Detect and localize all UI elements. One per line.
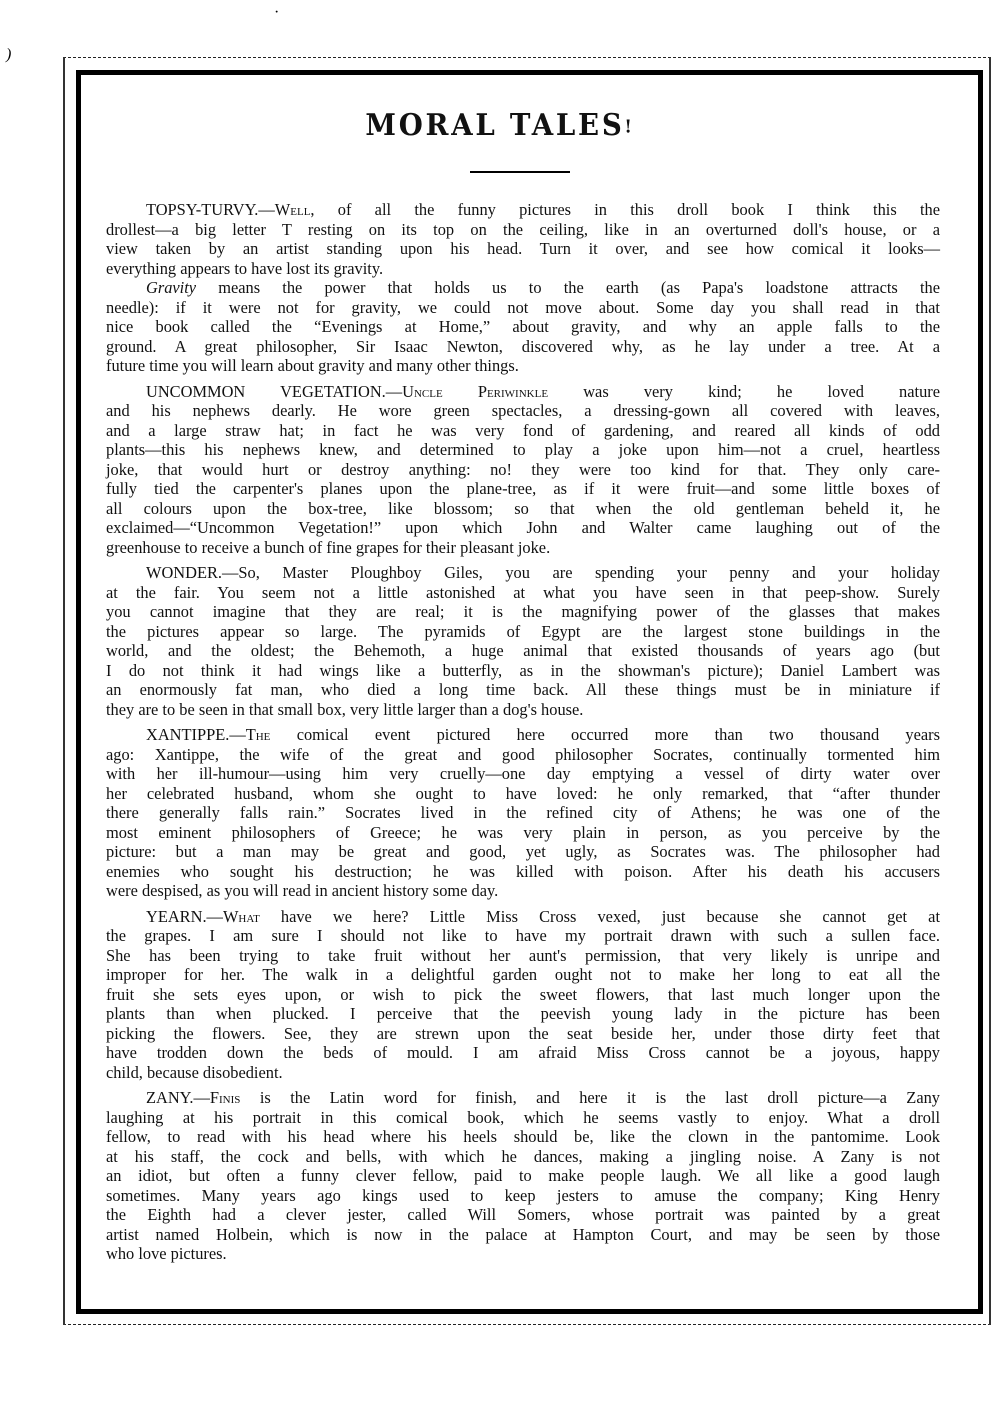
line-text: most eminent philosophers of Greece; he was very plain in person, as you perceive by the	[106, 822, 940, 842]
text-line	[106, 1147, 940, 1167]
line-text: nice book called the “Evenings at Home,” about gravity, and why an apple falls to the	[106, 317, 940, 336]
text-line	[106, 784, 940, 804]
text-line	[106, 1244, 940, 1264]
text-line	[106, 1225, 940, 1245]
justified-line	[106, 784, 940, 804]
justified-line	[146, 278, 940, 298]
text-line	[106, 1043, 940, 1063]
text-line	[106, 907, 940, 927]
lead-words: Finis	[209, 1088, 241, 1107]
text-line	[106, 1127, 940, 1147]
line-text: picture: but a man may be great and good, yet ugly, as Socrates was. The philosopher had	[106, 842, 940, 861]
section-heading: UNCOMMON VEGETATION.—	[146, 381, 403, 401]
line-text: and his nephews dearly. He wore green spectacles, a dressing-gown all covered with leaves,	[106, 401, 940, 420]
justified-line	[106, 356, 940, 376]
text-line	[106, 1088, 940, 1108]
line-text: plants than when plucked. I perceive that the peevish young lady in the picture has been	[106, 1004, 940, 1023]
line-text: the grapes. I am sure I should not like to have my portrait drawn with such a sullen face.	[106, 926, 940, 945]
text-line	[106, 317, 940, 337]
line-text: picking the flowers. See, they are strewn upon the seat beside her, under those dirty feet that	[106, 1023, 940, 1043]
page-title	[40, 108, 960, 143]
justified-line	[106, 440, 940, 460]
text-line	[106, 382, 940, 402]
justified-line	[106, 602, 940, 622]
text-line	[106, 298, 940, 318]
text-line	[106, 563, 940, 583]
justified-line	[146, 382, 940, 402]
section-heading: XANTIPPE.—	[146, 725, 246, 744]
text-line	[106, 641, 940, 661]
line-text: fully tied the carpenter's planes upon the plane-tree, as if it were fruit—and some little boxes of	[106, 479, 940, 498]
stray-dot-mark: ·	[274, 4, 280, 21]
justified-line	[106, 823, 940, 843]
title-divider-rule	[470, 171, 570, 173]
justified-line	[106, 401, 940, 421]
line-text: fruit she sets eyes upon, or wish to pick the sweet flowers, that last much longer upon the	[106, 984, 940, 1004]
line-text: fellow, to read with his head where his heels should be, like the clown in the pantomime. Look	[106, 1127, 940, 1146]
line-text: of all the funny pictures in this droll book I think this the	[337, 200, 940, 219]
section-heading: YEARN.—	[146, 906, 223, 926]
text-line	[106, 823, 940, 843]
line-text: So, Master Ploughboy Giles, you are spending your penny and your holiday	[238, 563, 940, 582]
paragraph-yearn	[106, 907, 940, 1083]
justified-line	[106, 1024, 940, 1044]
line-text: the pictures appear so large. The pyramids of Egypt are the largest stone buildings in the	[106, 621, 940, 641]
lead-words: The	[245, 725, 271, 744]
line-text: an idiot, but often a funny clever fellow, paid to make people laugh. We all like a good laugh	[106, 1166, 940, 1185]
line-text: there generally falls rain.” Socrates lived in the refined city of Athens; he was one of the	[106, 803, 940, 822]
text-line	[106, 764, 940, 784]
line-text: comical event pictured here occurred more than two thousand years	[296, 725, 940, 744]
justified-line	[106, 881, 940, 901]
justified-line	[106, 842, 940, 862]
justified-line	[106, 1205, 940, 1225]
line-text: joke, that would hurt or destroy anything: no! they were too kind for that. They only care-	[106, 459, 940, 479]
page-title-text: MORAL TALES	[365, 108, 625, 143]
justified-line	[106, 499, 940, 519]
text-line	[106, 337, 940, 357]
line-text: She has been trying to take fruit without her aunt's permission, that very likely is unripe and	[106, 945, 940, 965]
justified-line	[106, 239, 940, 259]
justified-line	[106, 259, 940, 279]
line-text: the Eighth had a clever jester, called Will Somers, whose portrait was painted by a great	[106, 1205, 940, 1224]
justified-line	[106, 926, 940, 946]
text-line	[106, 1166, 940, 1186]
line-text: means the power that holds us to the earth (as Papa's loadstone attracts the	[218, 278, 940, 297]
text-line	[106, 538, 940, 558]
section-heading: ZANY.—	[146, 1088, 210, 1107]
justified-line	[146, 1088, 940, 1108]
text-line	[106, 803, 940, 823]
line-text: laughing at his portrait in this comical book, which he seems vastly to enjoy. What a droll	[106, 1107, 940, 1127]
justified-line	[146, 563, 940, 583]
justified-line	[106, 1225, 940, 1245]
justified-line	[106, 1147, 940, 1167]
justified-line	[106, 1108, 940, 1128]
line-text: ago: Xantippe, the wife of the great and good philosopher Socrates, continually tormented him	[106, 744, 940, 764]
text-line	[106, 1063, 940, 1083]
justified-line	[106, 1127, 940, 1147]
justified-line	[106, 641, 940, 661]
justified-line	[106, 764, 940, 784]
page-title-suffix: !	[624, 116, 635, 138]
text-line	[106, 926, 940, 946]
line-text: enemies who sought his destruction; he was killed with poison. After his death his accusers	[106, 861, 940, 881]
text-line	[106, 965, 940, 985]
paragraph-zany	[106, 1088, 940, 1264]
paragraph-topsy-turvy	[106, 200, 940, 278]
text-line	[106, 700, 940, 720]
justified-line	[106, 518, 940, 538]
text-line	[106, 985, 940, 1005]
line-text: future time you will learn about gravity and many other things.	[106, 356, 519, 375]
justified-line	[106, 1063, 940, 1083]
line-text: view taken by an artist standing upon his head. Turn it over, and see how comical it looks—	[106, 239, 940, 258]
text-line	[106, 1004, 940, 1024]
text-line	[106, 278, 940, 298]
line-text: who love pictures.	[106, 1244, 227, 1263]
justified-line	[106, 1166, 940, 1186]
paragraph-xantippe	[106, 725, 940, 901]
text-line	[106, 220, 940, 240]
line-text: everything appears to have lost its gravity.	[106, 258, 384, 278]
justified-line	[106, 1186, 940, 1206]
line-text: child, because disobedient.	[106, 1062, 283, 1082]
line-text: plants—this his nephews knew, and determined to play a joke upon him—not a cruel, heartless	[106, 440, 940, 459]
line-text: was very kind; he loved nature	[583, 381, 940, 401]
section-heading: WONDER.—	[146, 563, 239, 582]
justified-line	[106, 745, 940, 765]
justified-line	[106, 622, 940, 642]
text-line	[106, 1024, 940, 1044]
text-line	[106, 661, 940, 681]
line-text: needle): if it were not for gravity, we could not move about. Some day you shall read in that	[106, 297, 940, 317]
text-line	[106, 680, 940, 700]
justified-line	[106, 700, 940, 720]
text-line	[106, 583, 940, 603]
line-text: her celebrated husband, whom she ought to have loved: he only remarked, that “after thunder	[106, 783, 940, 803]
justified-line	[106, 479, 940, 499]
text-line	[106, 401, 940, 421]
text-line	[106, 200, 940, 220]
text-line	[106, 460, 940, 480]
text-line	[106, 946, 940, 966]
text-line	[106, 842, 940, 862]
justified-line	[146, 725, 940, 745]
line-text: world, and the oldest; the Behemoth, a huge animal that existed thousands of years ago (but	[106, 641, 940, 660]
justified-line	[106, 538, 940, 558]
line-text: you cannot imagine that they are real; it is the magnifying power of the glasses that makes	[106, 602, 940, 621]
line-text: and a large straw hat; in fact he was very fond of gardening, and reared all kinds of odd	[106, 420, 940, 440]
justified-line	[106, 946, 940, 966]
justified-line	[146, 200, 940, 220]
text-line	[106, 421, 940, 441]
section-heading: TOPSY-TURVY.—	[146, 200, 275, 219]
line-text: they are to be seen in that small box, very little larger than a dog's house.	[106, 699, 584, 719]
line-text: drollest—a big letter T resting on its top on the ceiling, like in an overturned doll's house, or a	[106, 219, 940, 239]
line-text: an enormously fat man, who died a long time back. All these things must be in miniature if	[106, 680, 940, 699]
justified-line	[106, 862, 940, 882]
line-text: at his staff, the cock and bells, with which he dances, making a jingling noise. A Zany is not	[106, 1146, 940, 1166]
justified-line	[106, 1244, 940, 1264]
text-line	[106, 499, 940, 519]
justified-line	[106, 803, 940, 823]
line-text: all colours upon the box-tree, like blossom; so that when the old gentleman beheld it, he	[106, 498, 940, 518]
line-text: ground. A great philosopher, Sir Isaac Newton, discovered why, as he lay under a tree. At a	[106, 336, 940, 356]
line-text: with her ill-humour—using him very cruelly—one day emptying a vessel of dirty water over	[106, 764, 940, 783]
text-line	[106, 622, 940, 642]
justified-line	[106, 460, 940, 480]
justified-line	[106, 985, 940, 1005]
line-text: is the Latin word for finish, and here it is the last droll picture—a Zany	[259, 1088, 940, 1107]
article-body	[106, 200, 940, 1264]
lead-words: Well,	[274, 200, 315, 219]
justified-line	[106, 1004, 940, 1024]
text-line	[106, 440, 940, 460]
line-text: were despised, as you will read in ancient history some day.	[106, 881, 499, 900]
text-line	[106, 259, 940, 279]
line-text: improper for her. The walk in a delightful garden ought not to make her long to eat all the	[106, 965, 940, 984]
text-line	[106, 745, 940, 765]
justified-line	[106, 965, 940, 985]
justified-line	[106, 1043, 940, 1063]
justified-line	[106, 220, 940, 240]
text-line	[106, 356, 940, 376]
justified-line	[106, 680, 940, 700]
text-line	[106, 881, 940, 901]
justified-line	[106, 583, 940, 603]
line-text: I do not think it had wings like a butterfly, as in the showman's picture); Daniel Lambert was	[106, 660, 940, 680]
line-text: artist named Holbein, which is now in the palace at Hampton Court, and may be seen by those	[106, 1224, 940, 1244]
text-line	[106, 1108, 940, 1128]
text-line	[106, 602, 940, 622]
lead-word-italic: Gravity	[146, 278, 197, 297]
line-text: exclaimed—“Uncommon Vegetation!” upon which John and Walter came laughing out of the	[106, 518, 940, 537]
justified-line	[146, 907, 940, 927]
stray-margin-mark: )	[6, 46, 12, 63]
justified-line	[106, 661, 940, 681]
text-line	[106, 862, 940, 882]
lead-words: What	[222, 906, 260, 926]
text-line	[106, 1186, 940, 1206]
justified-line	[106, 421, 940, 441]
line-text: sometimes. Many years ago kings used to keep jesters to amuse the company; King Henry	[106, 1185, 940, 1205]
paragraph-wonder	[106, 563, 940, 719]
text-line	[106, 479, 940, 499]
text-line	[106, 239, 940, 259]
line-text: at the fair. You seem not a little astonished at what you have seen in that peep-show. Surely	[106, 582, 940, 602]
text-line	[106, 518, 940, 538]
paragraph-uncommon-vegetation	[106, 382, 940, 558]
justified-line	[106, 337, 940, 357]
text-line	[106, 1205, 940, 1225]
justified-line	[106, 317, 940, 337]
text-line	[106, 725, 940, 745]
line-text: have trodden down the beds of mould. I am afraid Miss Cross cannot be a joyous, happy	[106, 1043, 940, 1062]
justified-line	[106, 298, 940, 318]
line-text: greenhouse to receive a bunch of fine grapes for their pleasant joke.	[106, 537, 551, 557]
lead-words: Uncle Periwinkle	[402, 381, 549, 401]
paragraph-gravity	[106, 278, 940, 376]
line-text: have we here? Little Miss Cross vexed, just because she cannot get at	[280, 906, 940, 926]
